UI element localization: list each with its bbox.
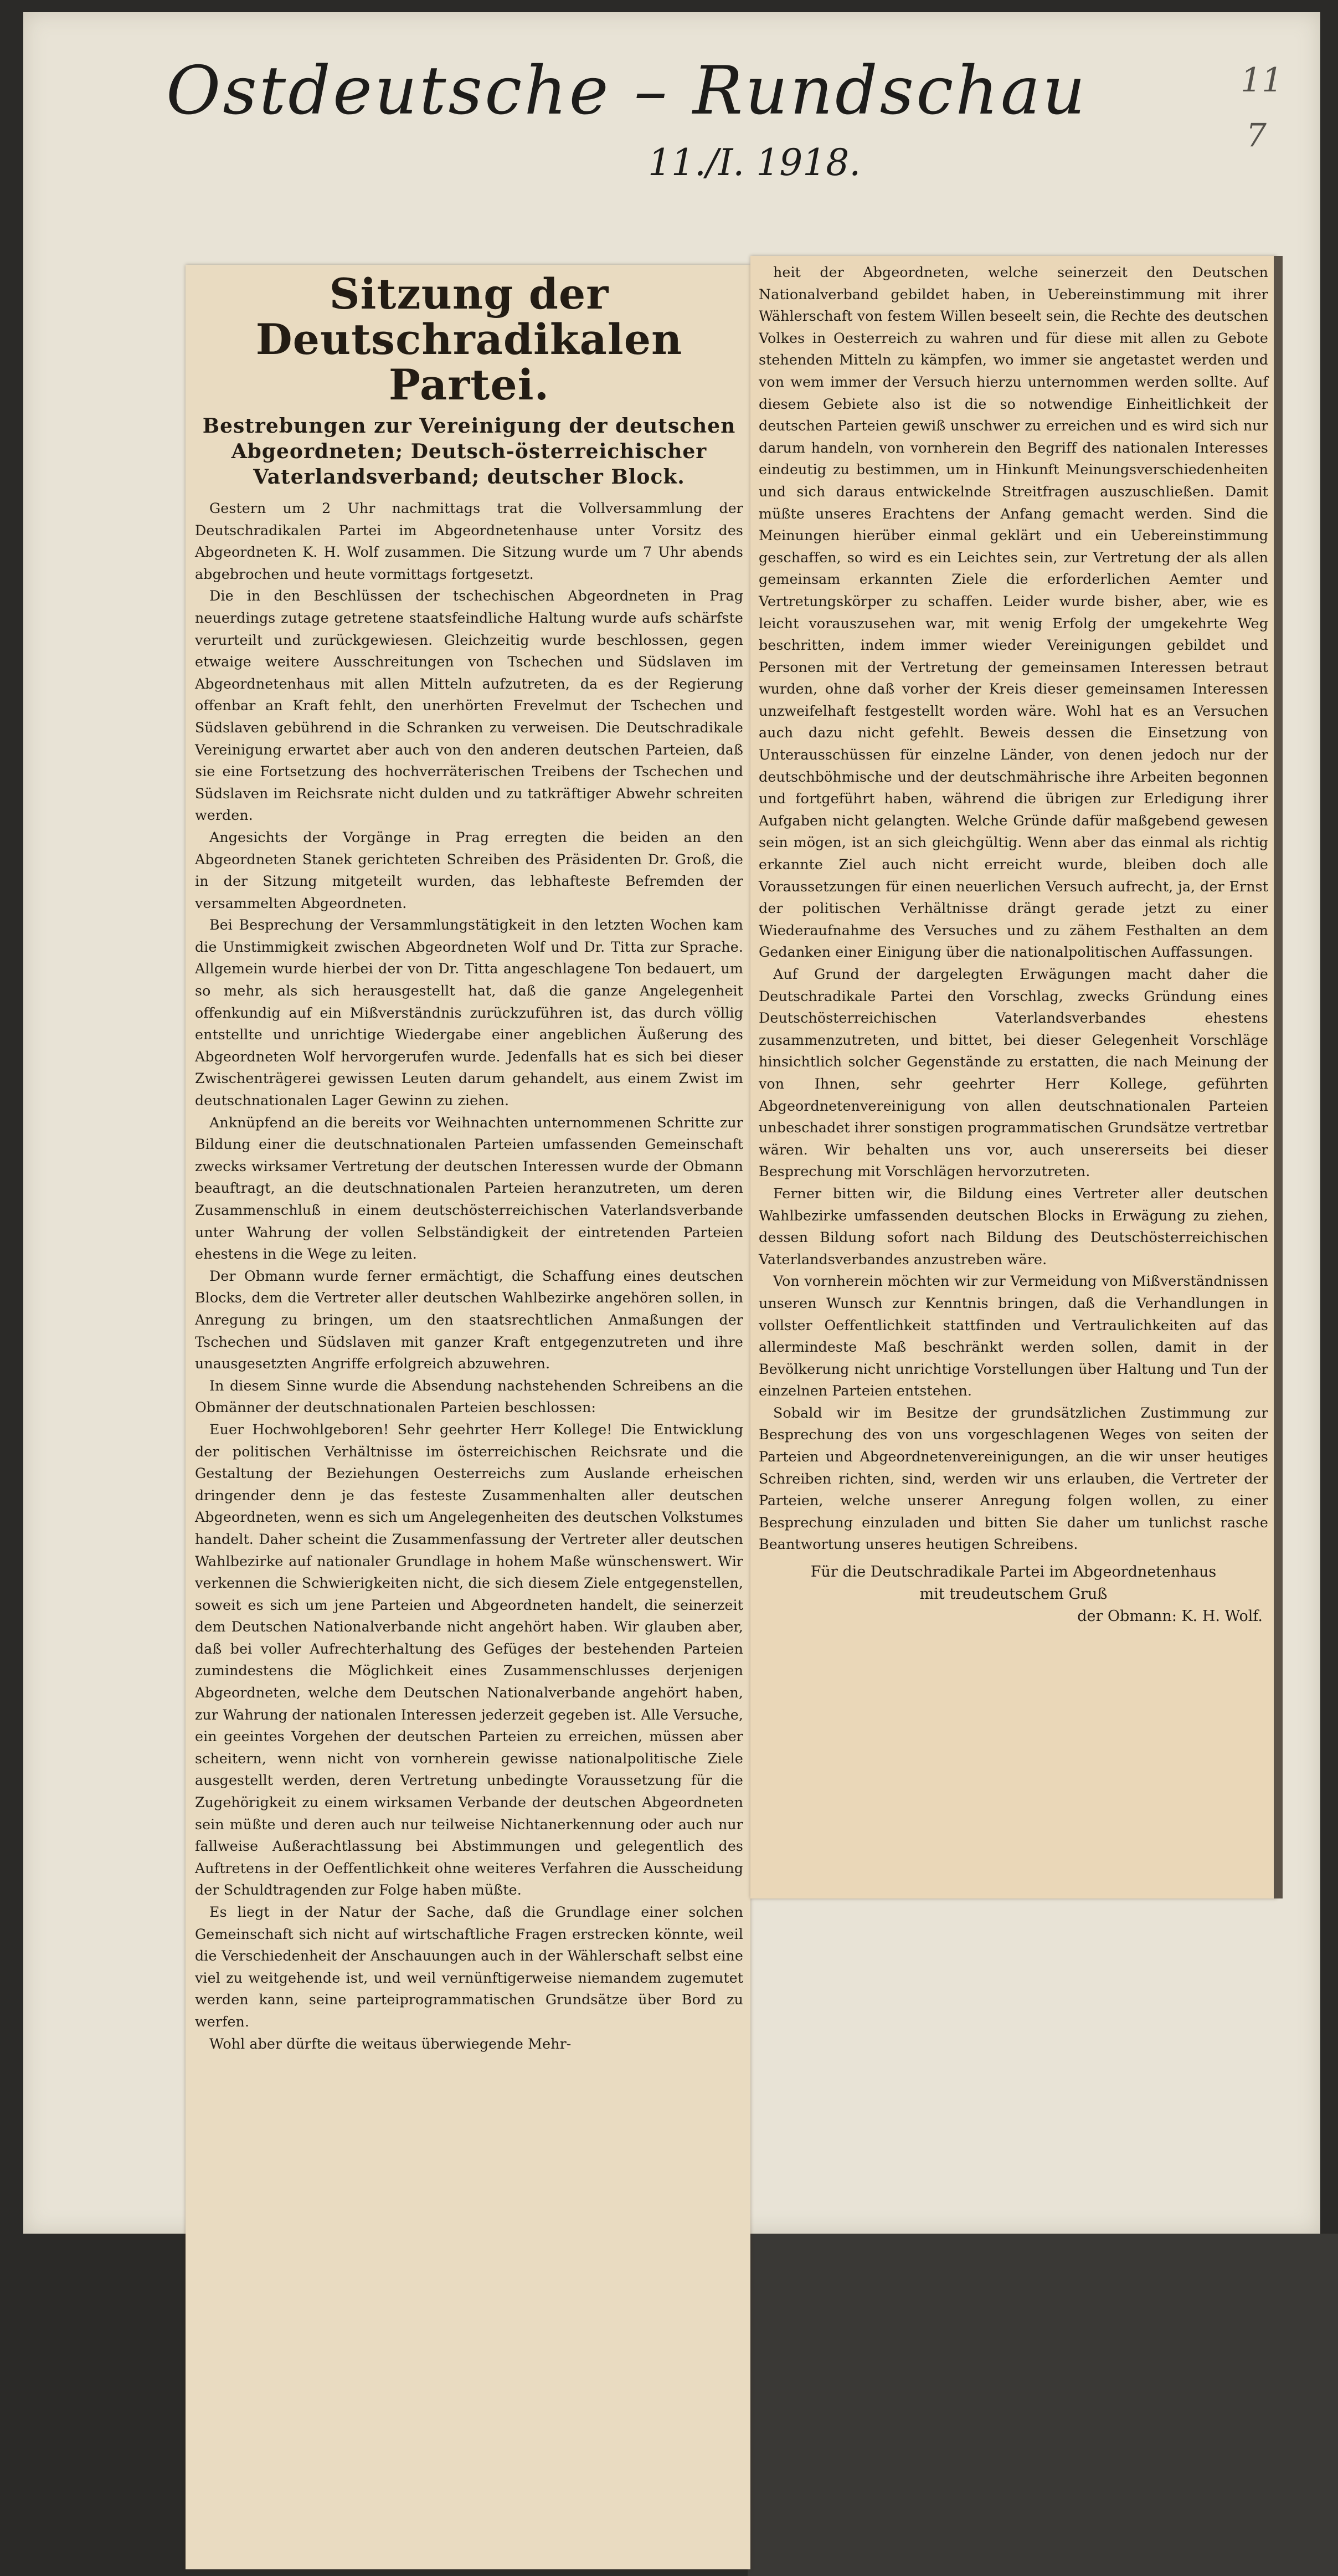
article-paragraph: Bei Besprechung der Versammlungstätigkeit in den letzten Wochen kam die Unstimmigkeit zwischen Abgeordneten Wolf und Dr. Titta zur Sprache. Allgemein wurde hierbei der von Dr. Titta angeschlagene Ton bedauert, um so mehr, als sich herausgestellt hat, daß die ganze Angelegenheit offenkundig auf ein Mißverständnis zurückzuführen ist, das durch völlig entstellte und unrichtige Wiedergabe einer angeblichen Äußerung des Abgeordneten Wolf hervorgerufen wurde. Jedenfalls hat es sich bei dieser Zwischenträgerei gewissen Leuten darum gehandelt, aus einem Zwist im deutschnationalen Lager Gewinn zu ziehen. <box>195 917 743 1109</box>
article-paragraph: Auf Grund der dargelegten Erwägungen macht daher die Deutschradikale Partei den Vorschlag, zwecks Gründung eines Deutschösterreichischen Vaterlandsverbandes ehestens zusammenzutreten, und bittet, bei dieser Gelegenheit Vorschläge hinsichtlich solcher Gegenstände zu erstatten, die nach Meinung der von Ihnen, sehr geehrter Herr Kollege, geführten Abgeordnetenvereinigung von allen deutschnationalen Parteien unbeschadet ihrer sonstigen programmatischen Grundsätze vertretbar wären. Wir behalten uns vor, auch unsererseits bei dieser Besprechung mit Vorschlägen hervorzutreten. <box>759 966 1268 1180</box>
article-paragraph: Die in den Beschlüssen der tschechischen Abgeordneten in Prag neuerdings zutage getretene staatsfeindliche Haltung wurde aufs schärfste verurteilt und zurückgewiesen. Gleichzeitig wurde beschlossen, gegen etwaige weitere Ausschreitungen von Tschechen und Südslaven im Abgeordnetenhaus mit allen Mitteln aufzutreten, da es der Regierung offenbar an Kraft fehlt, den unerhörten Frevelmut der Tschechen und Südslaven gebührend in die Schranken zu verweisen. Die Deutschradikale Vereinigung erwartet aber auch von den anderen deutschen Parteien, daß sie eine Fortsetzung des hochverräterischen Treibens der Tschechen und Südslaven im Reichsrate nicht dulden und zu tatkräftiger Abwehr schreiten werden. <box>195 588 743 824</box>
article-paragraph: Von vornherein möchten wir zur Vermeidung von Mißverständnissen unseren Wunsch zur Kenntnis bringen, daß die Verhandlungen in vollster Oeffentlichkeit stattfinden und Vertraulichkeiten auf das allermindeste Maß beschränkt werden sollen, damit in der Bevölkerung nicht unrichtige Vorstellungen über Haltung und Tun der einzelnen Parteien entstehen. <box>759 1273 1268 1399</box>
article-paragraph: Euer Hochwohlgeboren! Sehr geehrter Herr Kollege! Die Entwicklung der politischen Verhältnisse im österreichischen Reichsrate und die Gestaltung der Beziehungen Oesterreichs zum Auslande erheischen dringender denn je das festeste Zusammenhalten aller deutschen Abgeordneten, wenn es sich um Angelegenheiten des deutschen Volkstumes handelt. Daher scheint die Zusammenfassung der Vertreter aller deutschen Wahlbezirke auf nationaler Grundlage in hohem Maße wünschenswert. Wir verkennen die Schwierigkeiten nicht, die sich diesem Ziele entgegenstellen, soweit es sich um jene Parteien und Abgeordneten handelt, die seinerzeit dem Deutschen Nationalverbande nicht angehört haben. Wir glauben aber, daß bei voller Aufrechterhaltung des Gefüges der bestehenden Parteien zumindestens die Möglichkeit eines Zusammenschlusses derjenigen Abgeordneten, welche dem Deutschen Nationalverbande angehört haben, zur Wahrung der nationalen Interessen jederzeit gegeben ist. Alle Versuche, ein geeintes Vorgehen der deutschen Parteien zu erreichen, müssen aber scheitern, wenn nicht von vornherein gewisse nationalpolitische Ziele ausgestellt werden, deren Vertretung unbedingte Voraussetzung für die Zugehörigkeit zu einem wirksamen Verbande der deutschen Abgeordneten sein müßte und deren auch nur teilweise Nichtanerkennung oder auch nur fallweise Außerachtlassung bei Abstimmungen und gelegentlich des Auftretens in der Oeffentlichkeit ohne weiteres Verfahren die Ausscheidung der Schuldtragenden zur Folge haben müßte. <box>195 1421 743 1898</box>
article-paragraph: Anknüpfend an die bereits vor Weihnachten unternommenen Schritte zur Bildung einer die deutschnationalen Parteien umfassenden Gemeinschaft zwecks wirksamer Vertretung der deutschen Interessen wurde der Obmann beauftragt, an die deutschnationalen Parteien heranzutreten, um deren Zusammenschluß in einem deutschösterreichischen Vaterlandsverbande unter Wahrung der vollen Selbständigkeit der eintretenden Parteien ehestens in die Wege zu leiten. <box>195 1114 743 1263</box>
signature-block <box>759 1561 1268 1628</box>
article-paragraph: Gestern um 2 Uhr nachmittags trat die Vollversammlung der Deutschradikalen Partei im Abgeordnetenhause unter Vorsitz des Abgeordneten K. H. Wolf zusammen. Die Sitzung wurde um 7 Uhr abends abgebrochen und heute vormittags fortgesetzt. <box>195 500 743 582</box>
handwritten-date: 11./I. 1918. <box>648 141 861 184</box>
article-right-column <box>759 261 1268 1628</box>
article-subtitle: Bestrebungen zur Vereinigung der deutschen Abgeordneten; Deutsch-österreichischer Vaterlandsverband; deutscher Block. <box>202 414 736 489</box>
background-table <box>748 2234 1338 2576</box>
article-paragraph: In diesem Sinne wurde die Absendung nachstehenden Schreibens an die Obmänner der deutschnationalen Parteien beschlossen: <box>195 1377 743 1416</box>
clipping-shadow <box>1274 256 1283 1898</box>
article-paragraph: Der Obmann wurde ferner ermächtigt, die Schaffung eines deutschen Blocks, dem die Vertreter aller deutschen Wahlbezirke angehören sollen, in Anregung zu bringen, um den staatsrechtlichen Anmaßungen der Tschechen und Südslaven mit ganzer Kraft entgegenzutreten und ihre unausgesetzten Angriffe erfolgreich abzuwehren. <box>195 1268 743 1372</box>
article-left-column <box>195 271 743 2055</box>
article-paragraph: Angesichts der Vorgänge in Prag erregten die beiden an den Abgeordneten Stanek gerichteten Schreiben des Präsidenten Dr. Groß, die in der Sitzung mitgeteilt wurden, das lebhafteste Befremden der versammelten Abgeordneten. <box>195 829 743 911</box>
article-paragraph: Wohl aber dürfte die weitaus überwiegende Mehr- <box>209 2035 572 2052</box>
signature-line-chairman: der Obmann: K. H. Wolf. <box>1077 1608 1263 1625</box>
article-paragraph: heit der Abgeordneten, welche seinerzeit den Deutschen Nationalverband gebildet haben, in Uebereinstimmung mit ihrer Wählerschaft von festem Willen beseelt sein, die Rechte des deutschen Volkes in Oesterreich zu wahren und für diese mit allen zu Gebote stehenden Mitteln zu kämpfen, wo immer sie angetastet werden und von wem immer der Versuch hierzu unternommen werden sollte. Auf diesem Gebiete also ist die so notwendige Einheitlichkeit der deutschen Parteien gewiß unschwer zu erreichen und es wird sich nur darum handeln, von vornherein den Begriff des nationalen Interesses eindeutig zu bestimmen, um in Hinkunft Meinungsverschiedenheiten und sich daraus entwickelnde Streitfragen auszuschließen. Damit müßte unseres Erachtens der Anfang gemacht werden. Sind die Meinungen hierüber einmal geklärt und ein Uebereinstimmung geschaffen, so wird es ein Leichtes sein, zur Vertretung der als allen gemeinsam erkannten Ziele die erforderlichen Aemter und Vertretungskörper zu schaffen. Leider wurde bisher, aber, wie es leicht vorauszusehen war, mit wenig Erfolg der umgekehrte Weg beschritten, indem immer wieder Vereinigungen gebildet und Personen mit der Vertretung der gemeinsamen Interessen betraut wurden, ohne daß vorher der Kreis dieser gemeinsamen Interessen unzweifelhaft festgestellt worden wäre. Wohl hat es an Versuchen auch dazu nicht gefehlt. Beweis dessen die Einsetzung von Unterausschüssen für einzelne Länder, von denen jedoch nur der deutschböhmische und der deutschmährische ihre Arbeiten begonnen und fortgeführt haben, während die übrigen zur Erledigung ihrer Aufgaben nicht gelangten. Welche Gründe dafür maßgebend gewesen sein mögen, ist an sich gleichgültig. Wenn aber das einmal als richtig erkannte Ziel auch nicht erreicht wurde, bleiben doch alle Voraussetzungen für einen neuerlichen Versuch aufrecht, ja, der Ernst der politischen Verhältnisse drängt gerade jetzt zu einer Wiederaufnahme des Versuches und zu zähem Festhalten an dem Gedanken einer Einigung über die nationalpolitischen Auffassungen. <box>759 264 1268 961</box>
handwritten-newspaper-name: Ostdeutsche – Rundschau <box>166 53 1088 130</box>
article-paragraph: Ferner bitten wir, die Bildung eines Vertreter aller deutschen Wahlbezirke umfassenden deutschen Blocks in Erwägung zu ziehen, dessen Bildung sofort nach Bildung des Deutschösterreichischen Vaterlandsverbandes anzustreben wäre. <box>759 1185 1268 1268</box>
signature-line-party: Für die Deutschradikale Partei im Abgeordnetenhaus <box>810 1563 1217 1581</box>
handwritten-corner-mark: 11 <box>1241 61 1283 100</box>
right-paragraphs <box>759 261 1268 1556</box>
signature-line-greeting: mit treudeutschem Gruß <box>919 1585 1108 1603</box>
left-paragraphs <box>195 497 743 2055</box>
handwritten-page-number: 7 <box>1246 116 1267 154</box>
article-paragraph: Es liegt in der Natur der Sache, daß die Grundlage einer solchen Gemeinschaft sich nicht auf wirtschaftliche Fragen erstrecken könnte, weil die Verschiedenheit der Anschauungen auch in der Wählerschaft selbst eine viel zu weitgehende ist, und weil vernünftigerweise niemandem zugemutet werden kann, seine parteiprogrammatischen Grundsätze über Bord zu werfen. <box>195 1904 743 2030</box>
article-title: Sitzung der Deutschradikalen Partei. <box>255 269 683 409</box>
article-paragraph: Sobald wir im Besitze der grundsätzlichen Zustimmung zur Besprechung des von uns vorgeschlagenen Weges von seiten der Parteien und Abgeordnetenvereinigungen, an die wir unser heutiges Schreiben richten, sind, werden wir uns erlauben, die Vertreter der Parteien, welche unserer Anregung folgen wollen, zu einer Besprechung einzuladen und bitten Sie daher um tunlichst rasche Beantwortung unseres heutigen Schreibens. <box>759 1404 1268 1553</box>
